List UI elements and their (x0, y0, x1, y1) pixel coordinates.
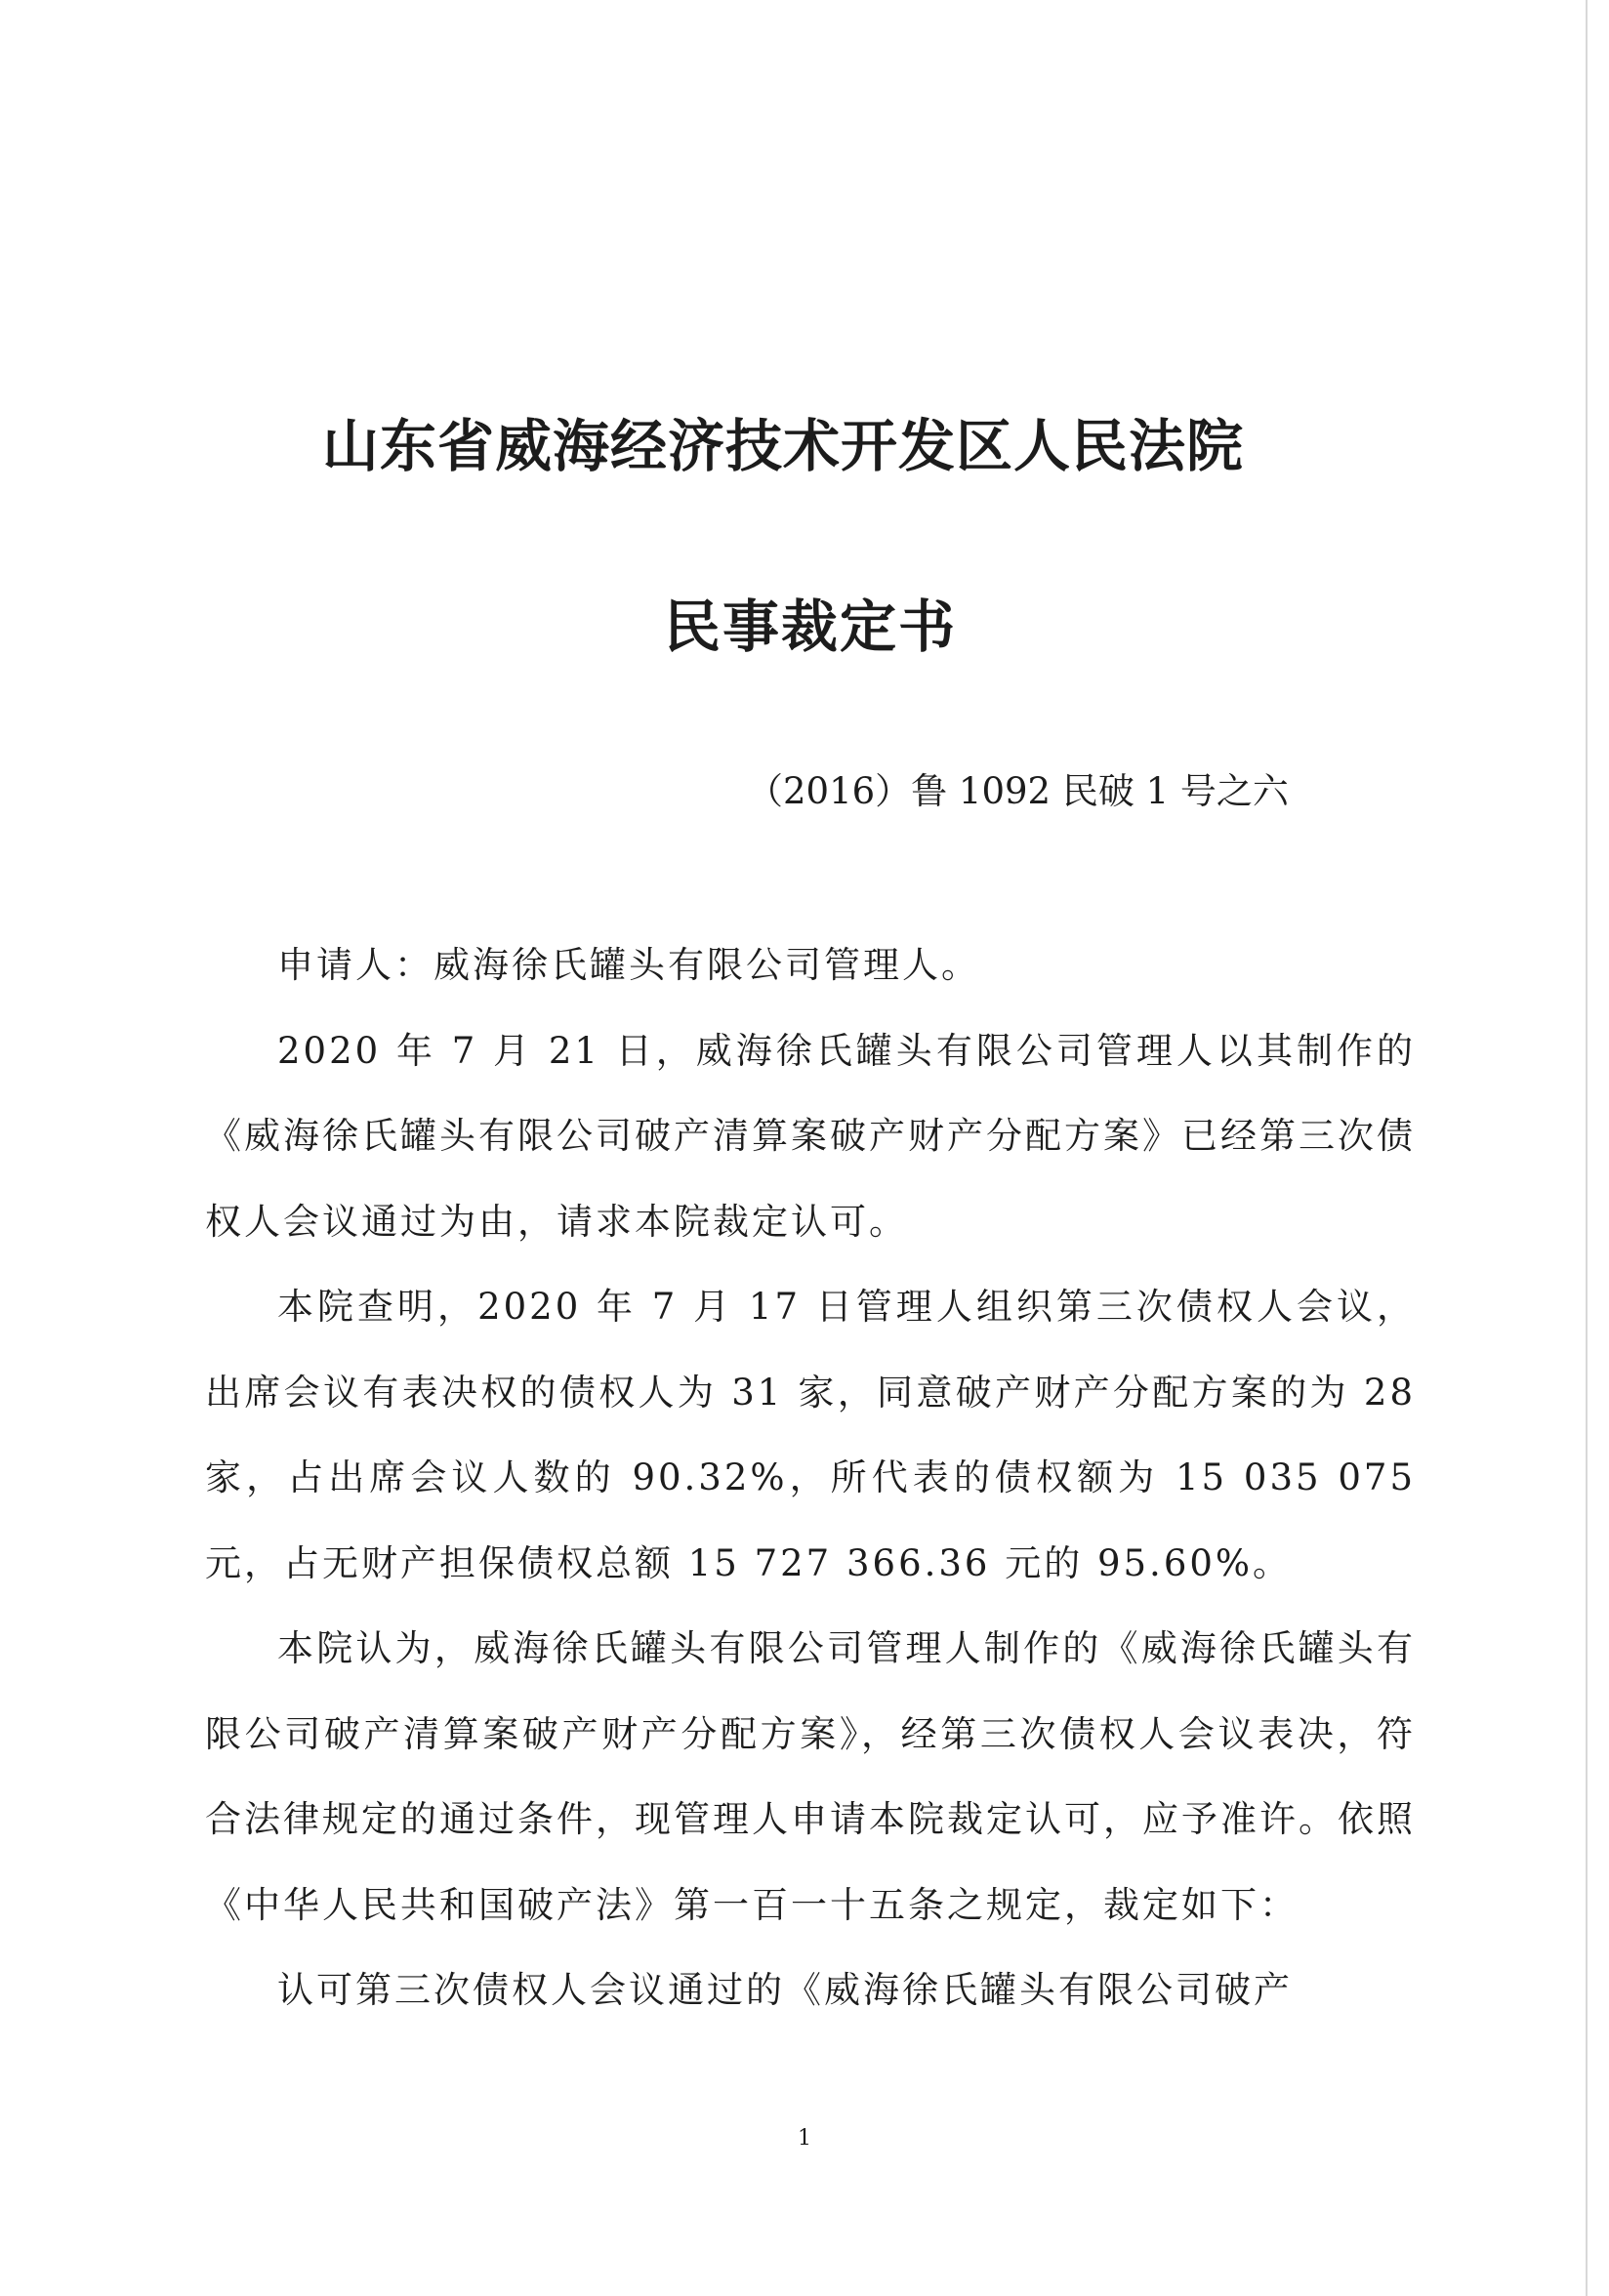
scan-edge-line (1586, 0, 1588, 2296)
paragraph-request: 2020 年 7 月 21 日，威海徐氏罐头有限公司管理人以其制作的《威海徐氏罐头有限公司破产清算案破产财产分配方案》已经第三次债权人会议通过为由，请求本院裁定认可。 (205, 1029, 1416, 1243)
court-name-title: 山东省威海经济技术开发区人民法院 (322, 413, 1245, 479)
paragraph-ruling: 认可第三次债权人会议通过的《威海徐氏罐头有限公司破产 (277, 1969, 1293, 2011)
paragraph-applicant: 申请人：威海徐氏罐头有限公司管理人。 (277, 944, 980, 986)
case-number: （2016）鲁 1092 民破 1 号之六 (747, 770, 1289, 812)
document-type-title: 民事裁定书 (664, 594, 958, 660)
page-number: 1 (798, 2126, 811, 2151)
paragraph-findings: 本院查明，2020 年 7 月 17 日管理人组织第三次债权人会议，出席会议有表决权的债权人为 31 家，同意破产财产分配方案的为 28 家，占出席会议人数的 90.32%，所代表的债权额为 15 035 075 元，占无财产担保债权总额 15 727 366.36 元的 95.60%。 (205, 1286, 1416, 1584)
ruling-body (205, 922, 1416, 2033)
paragraph-reasoning: 本院认为，威海徐氏罐头有限公司管理人制作的《威海徐氏罐头有限公司破产清算案破产财产分配方案》，经第三次债权人会议表决，符合法律规定的通过条件，现管理人申请本院裁定认可，应予准许。依照《中华人民共和国破产法》第一百一十五条之规定，裁定如下： (205, 1627, 1416, 1926)
